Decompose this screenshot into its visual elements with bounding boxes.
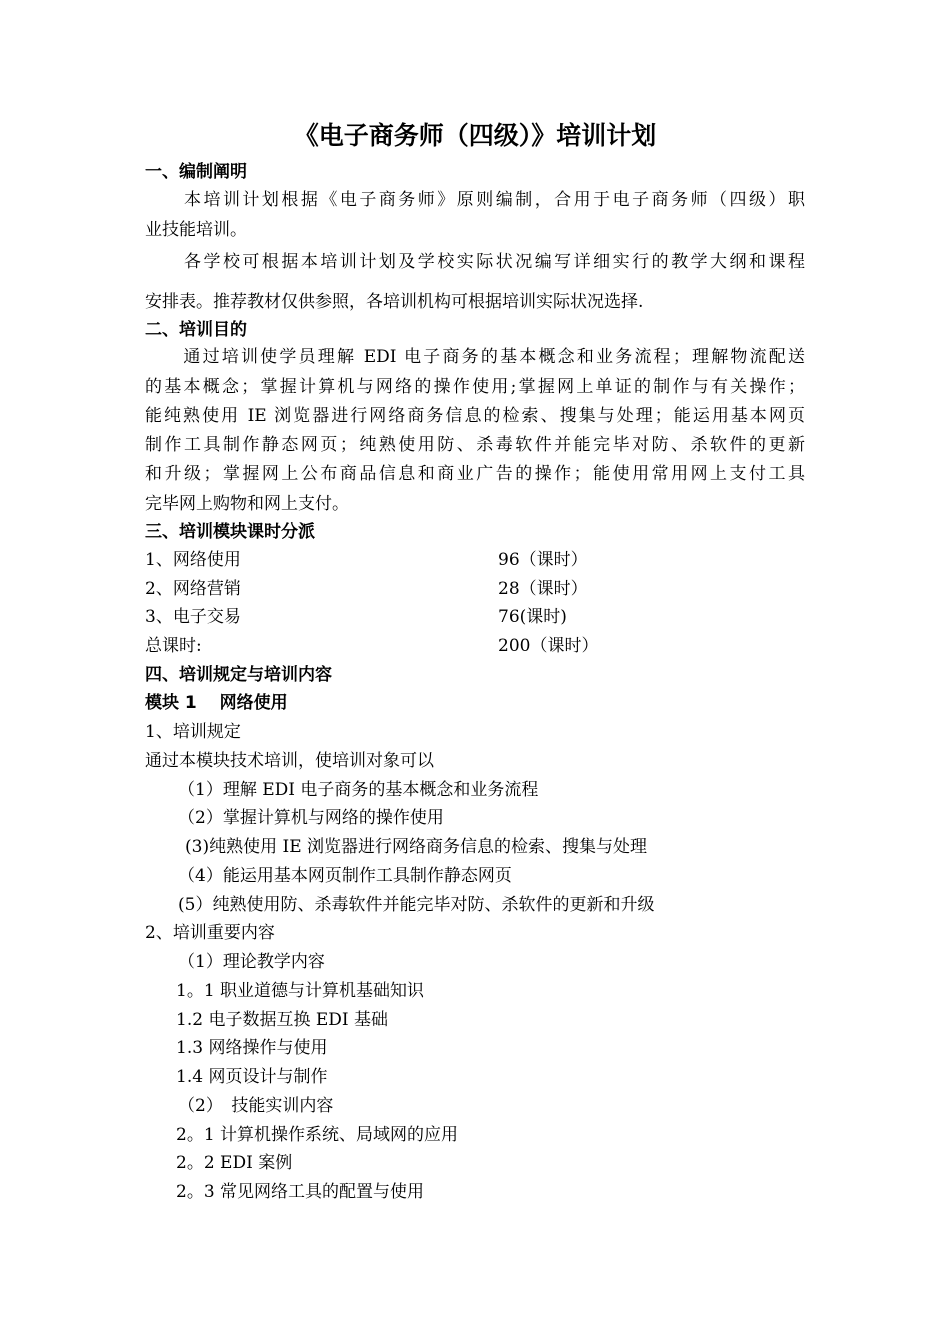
section-heading-4: 四、培训规定与培训内容	[145, 665, 332, 685]
paragraph-line: 安排表。推荐教材仅供参照，各培训机构可根据培训实际状况选择.	[145, 292, 644, 312]
hours-row-value: 200（课时）	[498, 636, 599, 656]
content-item: 1.4 网页设计与制作	[176, 1067, 328, 1087]
paragraph-line: 业技能培训。	[145, 220, 247, 240]
content-item: 2。1 计算机操作系统、局域网的应用	[176, 1125, 459, 1145]
module-heading: 模块 1 网络使用	[145, 693, 288, 713]
section-heading-2: 二、培训目的	[145, 320, 247, 340]
paragraph-line: 完毕网上购物和网上支付。	[145, 494, 349, 514]
requirement-item: （4）能运用基本网页制作工具制作静态网页	[178, 866, 512, 886]
paragraph-line: 能纯熟使用 IE 浏览器进行网络商务信息的检索、搜集与处理；能运用基本网页	[145, 406, 805, 426]
content-item: 2。3 常见网络工具的配置与使用	[176, 1182, 425, 1202]
hours-row-value: 76(课时)	[498, 607, 567, 627]
document-title: 《电子商务师（四级）》培训计划	[293, 121, 657, 150]
hours-row-label: 2、网络营销	[145, 579, 241, 599]
paragraph-line: 通过本模块技术培训，使培训对象可以	[145, 751, 434, 771]
paragraph-line: 本培训计划根据《电子商务师》原则编制，合用于电子商务师（四级）职	[145, 190, 805, 210]
hours-row-value: 28（课时）	[498, 579, 588, 599]
subheading: 1、培训规定	[145, 722, 241, 742]
hours-row-label: 3、电子交易	[145, 607, 241, 627]
paragraph-line: 各学校可根据本培训计划及学校实际状况编写详细实行的教学大纲和课程	[145, 252, 805, 272]
content-item: 1.3 网络操作与使用	[176, 1038, 328, 1058]
paragraph-line: 通过培训使学员理解 EDI 电子商务的基本概念和业务流程；理解物流配送	[145, 347, 805, 367]
requirement-item: (3)纯熟使用 IE 浏览器进行网络商务信息的检索、搜集与处理	[185, 837, 648, 857]
hours-row-label: 总课时:	[145, 636, 202, 656]
hours-row-label: 1、网络使用	[145, 550, 241, 570]
paragraph-line: 制作工具制作静态网页；纯熟使用防、杀毒软件并能完毕对防、杀软件的更新	[145, 435, 805, 455]
subheading: 2、培训重要内容	[145, 923, 275, 943]
paragraph-line: 和升级；掌握网上公布商品信息和商业广告的操作；能使用常用网上支付工具	[145, 464, 805, 484]
content-item: 1.2 电子数据互换 EDI 基础	[176, 1010, 389, 1030]
content-group-title: （2） 技能实训内容	[178, 1096, 334, 1116]
requirement-item: （2）掌握计算机与网络的操作使用	[178, 808, 444, 828]
section-heading-1: 一、编制阐明	[145, 162, 247, 182]
section-heading-3: 三、培训模块课时分派	[145, 522, 315, 542]
paragraph-line: 的基本概念；掌握计算机与网络的操作使用;掌握网上单证的制作与有关操作；	[145, 377, 805, 397]
content-item: 2。2 EDI 案例	[176, 1153, 293, 1173]
content-group-title: （1）理论教学内容	[178, 952, 325, 972]
content-item: 1。1 职业道德与计算机基础知识	[176, 981, 425, 1001]
requirement-item: (5）纯熟使用防、杀毒软件并能完毕对防、杀软件的更新和升级	[178, 895, 655, 915]
requirement-item: （1）理解 EDI 电子商务的基本概念和业务流程	[178, 780, 539, 800]
hours-row-value: 96（课时）	[498, 550, 588, 570]
